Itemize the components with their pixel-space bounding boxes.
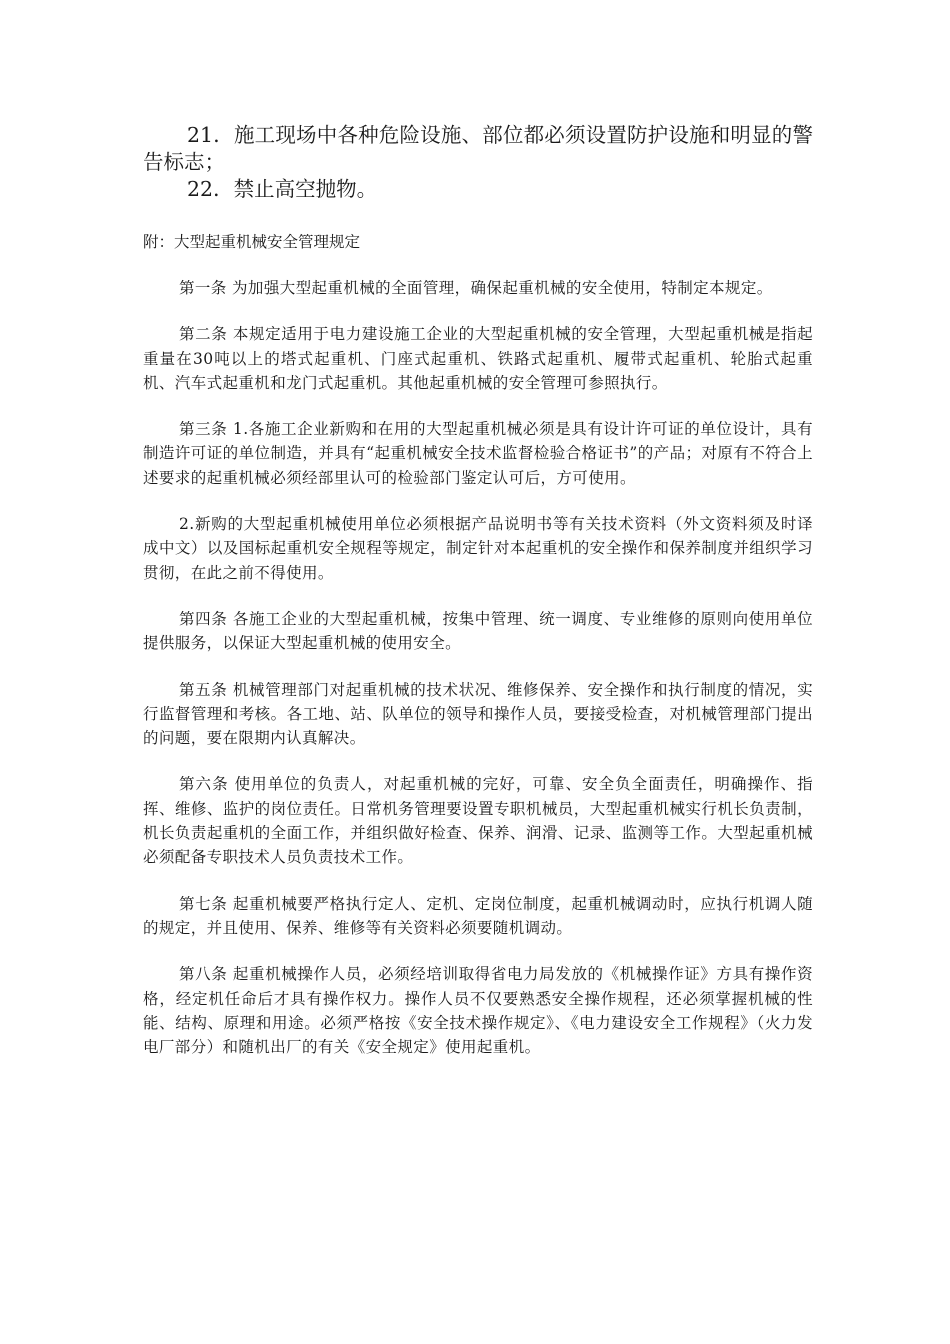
article-3-clause-2: 2.新购的大型起重机械使用单位必须根据产品说明书等有关技术资料（外文资料须及时译成中文）以及国标起重机安全规程等规定，制定针对本起重机的安全操作和保养制度并组织学习贯彻，在此之前不得使用。 — [143, 515, 813, 582]
article-7: 第七条 起重机械要严格执行定人、定机、定岗位制度，起重机械调动时，应执行机调人随的规定，并且使用、保养、维修等有关资料必须要随机调动。 — [143, 894, 813, 937]
appendix-title: 附：大型起重机械安全管理规定 — [143, 233, 361, 251]
article-5: 第五条 机械管理部门对起重机械的技术状况、维修保养、安全操作和执行制度的情况，实行监督管理和考核。各工地、站、队单位的领导和操作人员，要接受检查，对机械管理部门提出的问题，要在限期内认真解决。 — [143, 680, 813, 748]
article-3-clause-1: 第三条 1.各施工企业新购和在用的大型起重机械必须是具有设计许可证的单位设计，具有制造许可证的单位制造，并具有“起重机械安全技术监督检验合格证书”的产品；对原有不符合上述要求的起重机械必须经部里认可的检验部门鉴定认可后，方可使用。 — [143, 420, 813, 487]
article-8: 第八条 起重机械操作人员，必须经培训取得省电力局发放的《机械操作证》方具有操作资格，经定机任命后才具有操作权力。操作人员不仅要熟悉安全操作规程，还必须掌握机械的性能、结构、原理和用途。必须严格按《安全技术操作规定》、《电力建设安全工作规程》（火力发电厂部分）和随机出厂的有关《安全规定》使用起重机。 — [143, 965, 813, 1057]
article-6: 第六条 使用单位的负责人，对起重机械的完好，可靠、安全负全面责任，明确操作、指挥、维修、监护的岗位责任。日常机务管理要设置专职机械员，大型起重机械实行机长负责制，机长负责起重机的全面工作，并组织做好检查、保养、润滑、记录、监测等工作。大型起重机械必须配备专职技术人员负责技术工作。 — [143, 775, 813, 867]
article-1: 第一条 为加强大型起重机械的全面管理，确保起重机械的安全使用，特制定本规定。 — [179, 279, 773, 297]
document-page — [143, 122, 813, 1059]
article-2: 第二条 本规定适用于电力建设施工企业的大型起重机械的安全管理，大型起重机械是指起重量在30吨以上的塔式起重机、门座式起重机、铁路式起重机、履带式起重机、轮胎式起重机、汽车式起重机和龙门式起重机。其他起重机械的安全管理可参照执行。 — [143, 325, 813, 392]
intro-item-21: 21．施工现场中各种危险设施、部位都必须设置防护设施和明显的警告标志； — [143, 123, 813, 174]
article-4: 第四条 各施工企业的大型起重机械，按集中管理、统一调度、专业维修的原则向使用单位提供服务，以保证大型起重机械的使用安全。 — [143, 609, 813, 653]
intro-item-22: 22．禁止高空抛物。 — [187, 177, 378, 201]
